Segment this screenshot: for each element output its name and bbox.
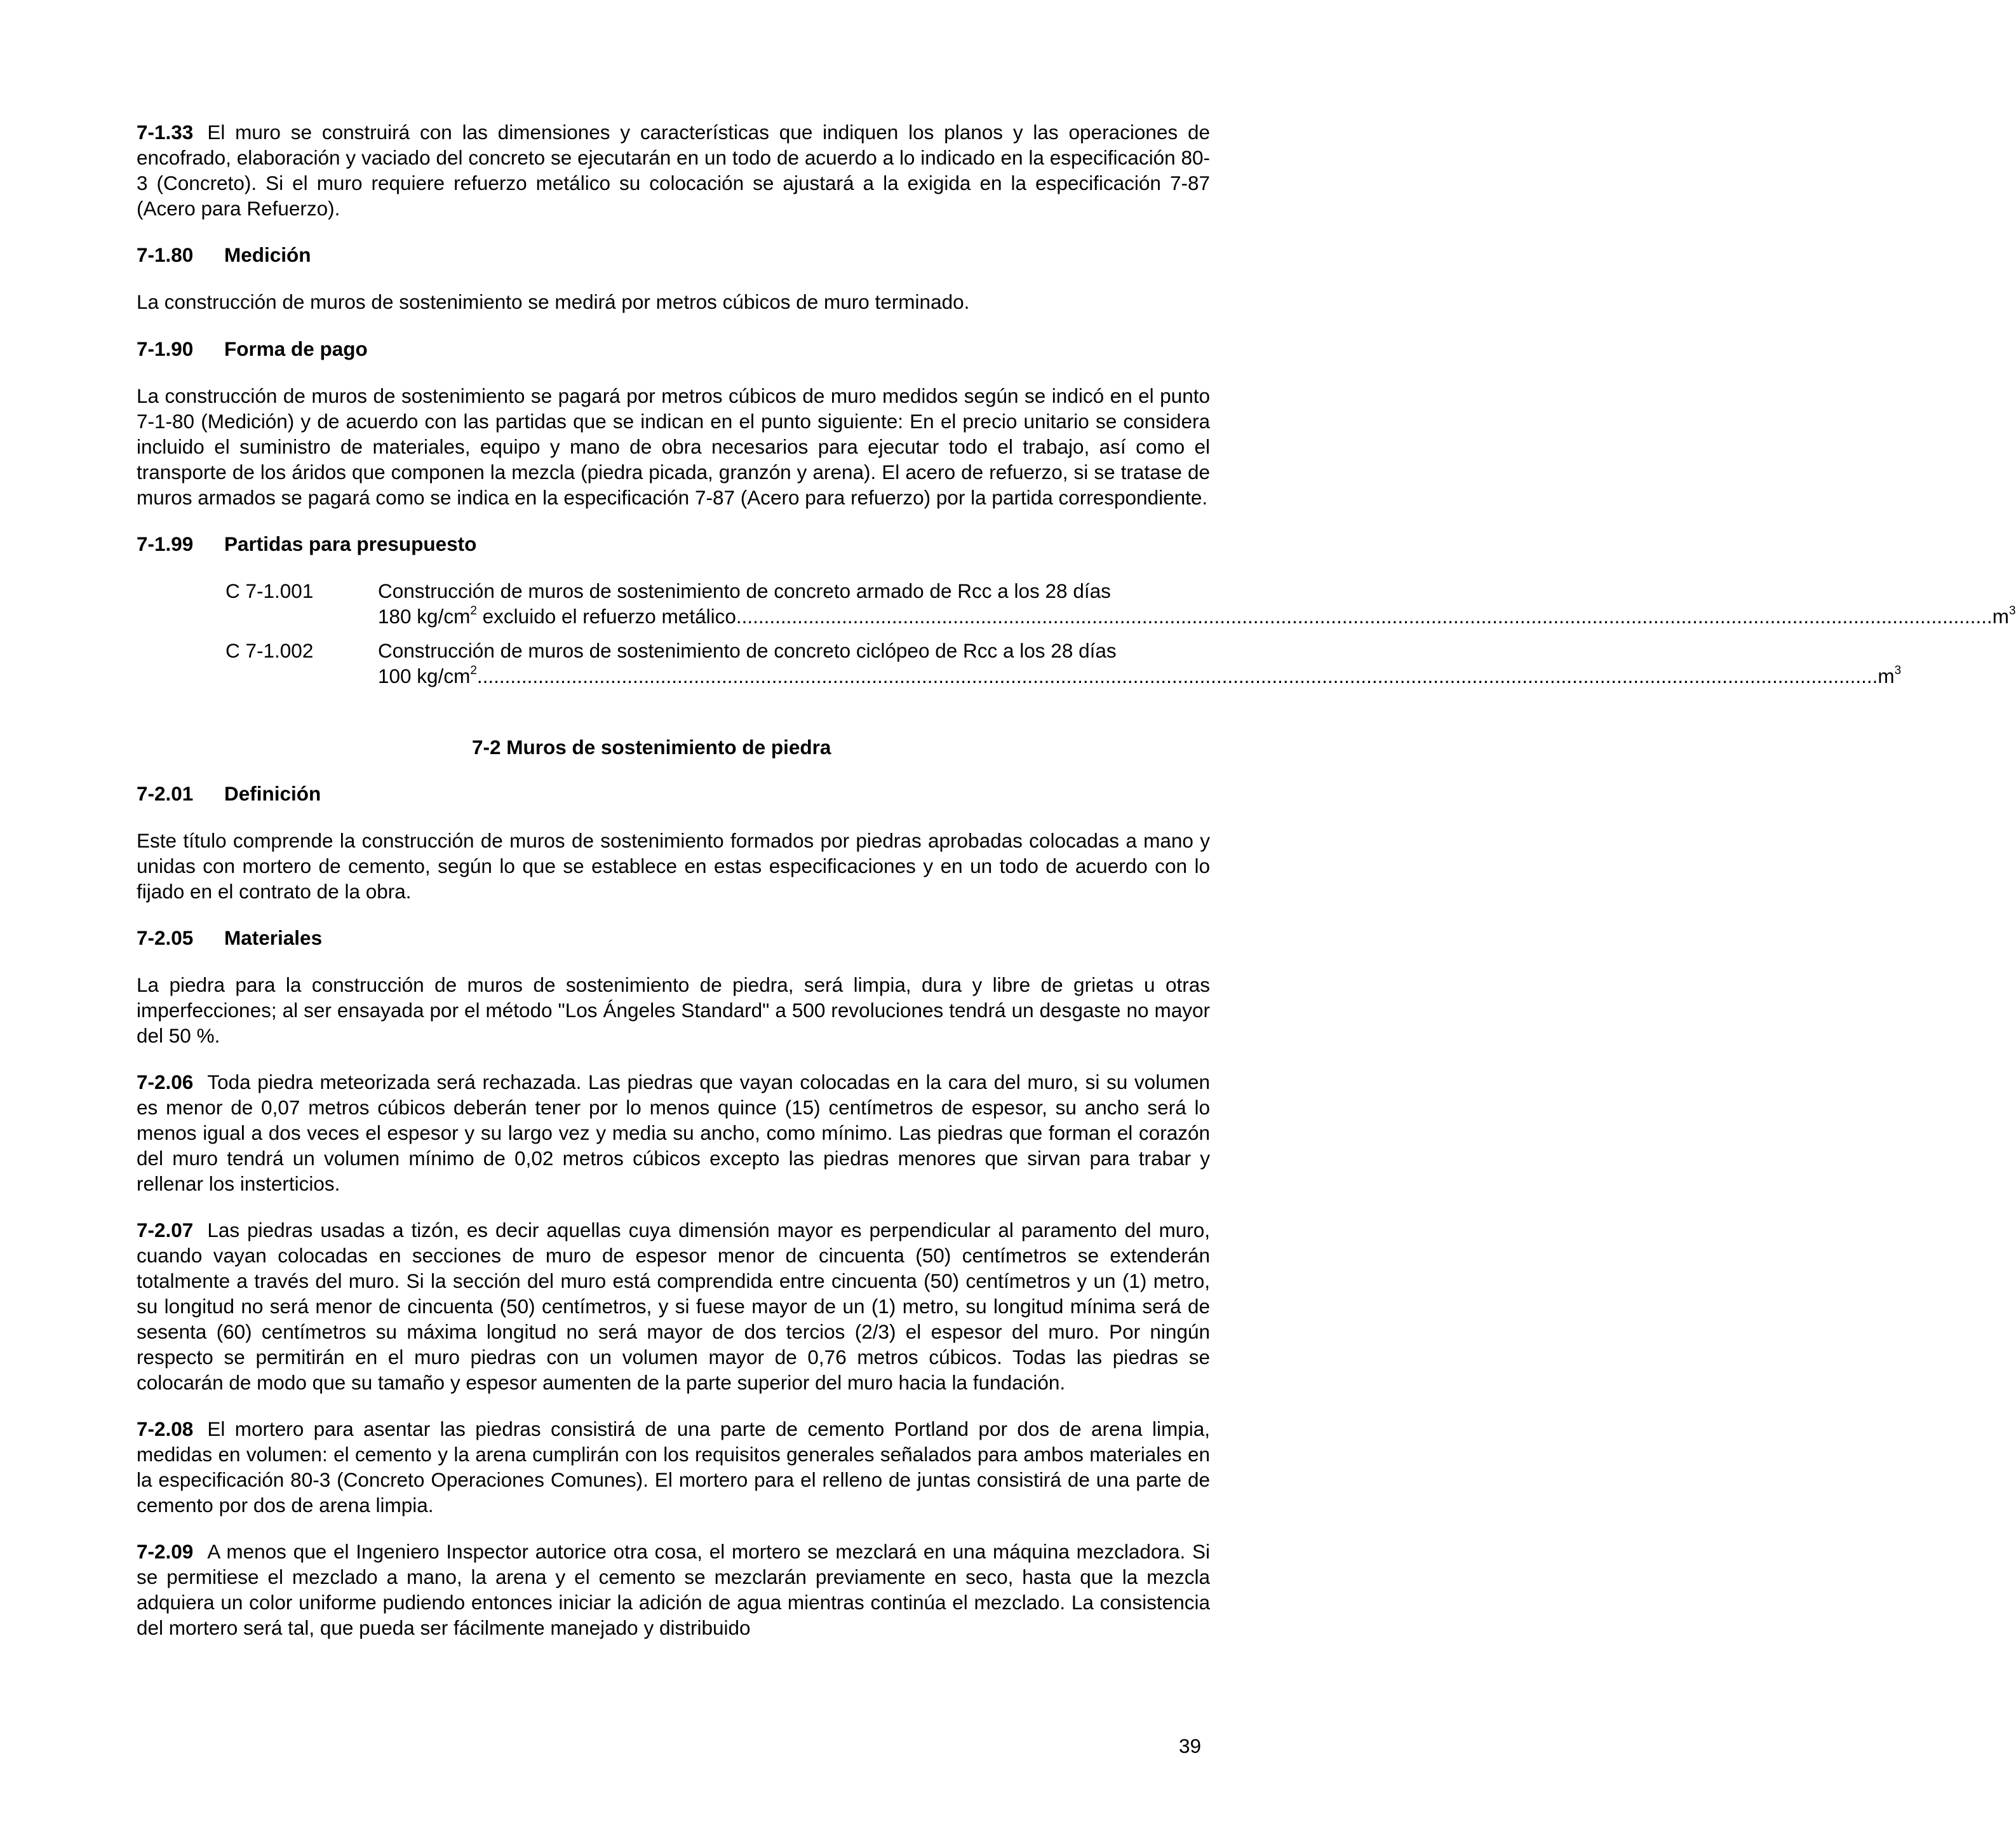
clause-text: El mortero para asentar las piedras consistirá de una parte de cemento Portland por dos de arena limpia, medidas en volumen: el cemento y la arena cumplirán con los requisitos generales señalados para ambos materiales en la especificación 80-3 (Concreto Operaciones Comunes). El mortero para el relleno de juntas consistirá de una parte de cemento por dos de arena limpia. xyxy=(137,1417,1210,1517)
budget-items xyxy=(225,578,2016,689)
paragraph-7-2-09 xyxy=(137,1539,1210,1640)
budget-code: C 7-1.001 xyxy=(225,579,314,602)
budget-description xyxy=(378,638,1902,689)
clause-text: Toda piedra meteorizada será rechazada. Las piedras que vayan colocadas en la cara del muro, si su volumen es menor de 0,07 metros cúbicos deberán tener por lo menos quince (15) centímetros de espesor, su ancho será lo menos igual a dos veces el espesor y su largo vez y media su ancho, como mínimo. Las piedras que forman el corazón del muro tendrá un volumen mínimo de 0,02 metros cúbicos excepto las piedras menores que sirvan para trabar y rellenar los insterticios. xyxy=(137,1071,1210,1195)
budget-line1: Construcción de muros de sostenimiento de concreto ciclópeo de Rcc a los 28 días xyxy=(378,639,1117,662)
clause-text: El muro se construirá con las dimensiones y características que indiquen los planos y las operaciones de encofrado, elaboración y vaciado del concreto se ejecutarán en un todo de acuerdo a lo indicado en la especificación 80-3 (Concreto). Si el muro requiere refuerzo metálico su colocación se ajustará a la exigida en la especificación 7-87 (Acero para Refuerzo). xyxy=(137,121,1210,220)
paragraph-forma-de-pago: La construcción de muros de sostenimiento se pagará por metros cúbicos de muro medidos según se indicó en el punto 7-1-80 (Medición) y de acuerdo con las partidas que se indican en el punto siguiente: En el precio unitario se considera incluido el suministro de materiales, equipo y mano de obra necesarios para ejecutar todo el trabajo, así como el transporte de los áridos que componen la mezcla (piedra picada, granzón y arena). El acero de refuerzo, si se tratase de muros armados se pagará como se indica en la especificación 7-87 (Acero para refuerzo) por la partida correspondiente. xyxy=(137,384,1210,509)
budget-code: C 7-1.002 xyxy=(225,639,314,662)
heading-title: Materiales xyxy=(224,926,323,949)
document-page xyxy=(137,119,2016,1640)
heading-title: Forma de pago xyxy=(224,337,368,360)
page-number: 39 xyxy=(1179,1734,1202,1757)
paragraph-materiales: La piedra para la construcción de muros de sostenimiento de piedra, será limpia, dura y libre de grietas u otras imperfecciones; al ser ensayada por el método "Los Ángeles Standard" a 500 revoluciones tendrá un desgaste no mayor del 50 %. xyxy=(137,973,1210,1047)
paragraph-medicion: La construcción de muros de sostenimiento se medirá por metros cúbicos de muro terminado. xyxy=(137,290,970,313)
budget-line2: 180 $kg/cm^2$ excluido el refuerzo metálico .................................................................................................................................................................................................................................. $m^3$ xyxy=(378,604,2016,628)
heading-forma-de-pago xyxy=(137,336,1210,362)
heading-number: 7-2.05 xyxy=(137,926,194,949)
budget-item xyxy=(225,578,2016,629)
clause-number: 7-2.08 xyxy=(137,1417,194,1440)
paragraph-7-1-33 xyxy=(137,119,1210,221)
heading-number: 7-1.90 xyxy=(137,337,194,360)
clause-number: 7-2.09 xyxy=(137,1540,194,1563)
clause-number: 7-2.07 xyxy=(137,1219,194,1241)
budget-line1: Construcción de muros de sostenimiento de concreto armado de Rcc a los 28 días xyxy=(378,579,1111,602)
clause-number: 7-2.06 xyxy=(137,1071,194,1093)
heading-number: 7-1.99 xyxy=(137,532,194,555)
clause-number: 7-1.33 xyxy=(137,121,194,144)
heading-number: 7-2.01 xyxy=(137,782,194,805)
budget-item xyxy=(225,638,1902,689)
heading-number: 7-1.80 xyxy=(137,243,194,266)
heading-title: Medición xyxy=(224,243,311,266)
budget-unit: $m^3$ xyxy=(1992,604,2016,628)
paragraph-7-2-07 xyxy=(137,1217,1210,1395)
heading-title: Definición xyxy=(224,782,321,805)
budget-description xyxy=(378,578,2016,629)
leader-dots: ............................................................................................................................................................................................................................................................ xyxy=(476,665,1878,687)
heading-definicion xyxy=(137,781,1210,806)
leader-dots: .................................................................................................................................................................................................................................. xyxy=(736,605,1992,628)
clause-text: A menos que el Ingeniero Inspector autorice otra cosa, el mortero se mezclará en una máquina mezcladora. Si se permitiese el mezclado a mano, la arena y el cemento se mezclarán previamente en seco, hasta que la mezcla adquiera un color uniforme pudiendo entonces iniciar la adición de agua mientras continúa el mezclado. La consistencia del mortero será tal, que pueda ser fácilmente manejado y distribuido xyxy=(137,1540,1210,1639)
budget-unit: $m^3$ xyxy=(1878,664,1902,687)
section-title: 7-2 Muros de sostenimiento de piedra xyxy=(472,736,831,759)
heading-partidas xyxy=(137,531,1210,557)
paragraph-7-2-08 xyxy=(137,1416,1210,1518)
budget-line2: 100 $kg/cm^2$ ............................................................................................................................................................................................................................................................ $m^3$ xyxy=(378,664,1902,687)
paragraph-definicion: Este título comprende la construcción de muros de sostenimiento formados por piedras aprobadas colocadas a mano y unidas con mortero de cemento, según lo que se establece en estas especificaciones y en un todo de acuerdo con lo fijado en el contrato de la obra. xyxy=(137,829,1210,903)
heading-materiales xyxy=(137,925,1210,950)
clause-text: Las piedras usadas a tizón, es decir aquellas cuya dimensión mayor es perpendicular al paramento del muro, cuando vayan colocadas en secciones de muro de espesor menor de cincuenta (50) centímetros se extenderán totalmente a través del muro. Si la sección del muro está comprendida entre cincuenta (50) centímetros y un (1) metro, su longitud no será menor de cincuenta (50) centímetros, y si fuese mayor de un (1) metro, su longitud mínima será de sesenta (60) centímetros su máxima longitud no será mayor de dos tercios (2/3) el espesor del muro. Por ningún respecto se permitirán en el muro piedras con un volumen mayor de 0,76 metros cúbicos. Todas las piedras se colocarán de modo que su tamaño y espesor aumenten de la parte superior del muro hacia la fundación. xyxy=(137,1219,1210,1394)
paragraph-7-2-06 xyxy=(137,1069,1210,1196)
heading-medicion xyxy=(137,242,1210,267)
heading-title: Partidas para presupuesto xyxy=(224,532,477,555)
